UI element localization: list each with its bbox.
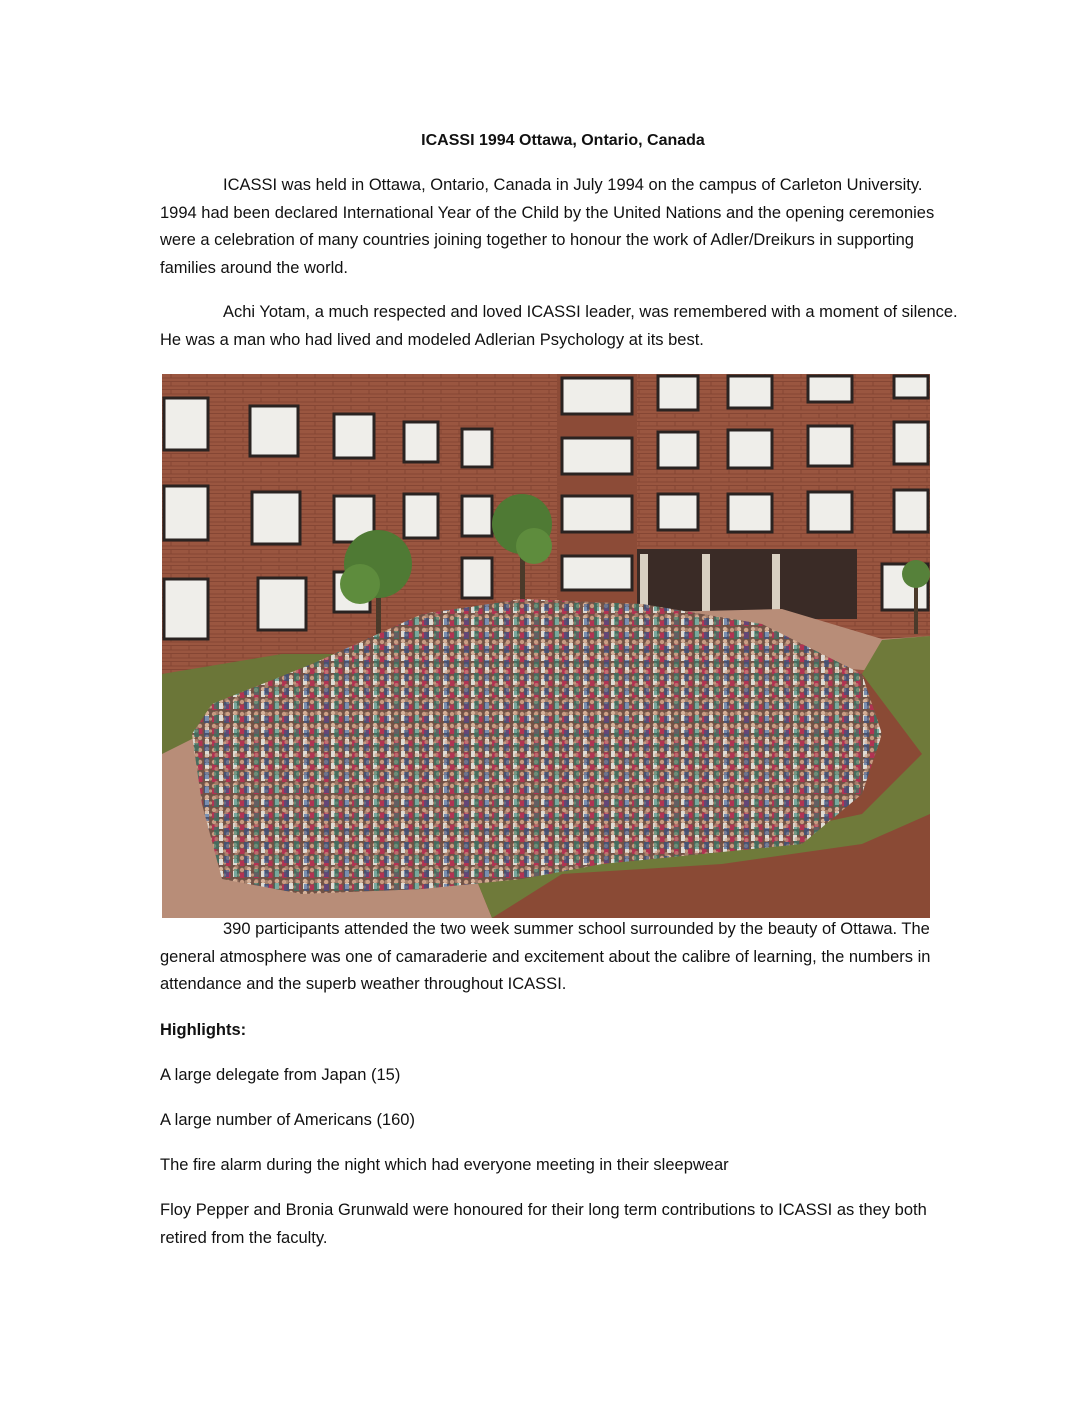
highlight-item: A large delegate from Japan (15): [160, 1066, 401, 1084]
highlight-item: Floy Pepper and Bronia Grunwald were honoured for their long term contributions to ICASSI as they both retired from the faculty.: [160, 1201, 927, 1247]
intro-paragraph: ICASSI was held in Ottawa, Ontario, Canada in July 1994 on the campus of Carleton University. 1994 had been declared International Year of the Child by the United Nations and the opening ceremonies were a celebration of many countries joining together to honour the work of Adler/Dreikurs in supporting families around the world.: [160, 176, 935, 277]
memorial-paragraph: Achi Yotam, a much respected and loved ICASSI leader, was remembered with a moment of silence. He was a man who had lived and modeled Adlerian Psychology at its best.: [160, 303, 958, 349]
attendance-paragraph: 390 participants attended the two week summer school surrounded by the beauty of Ottawa. The general atmosphere was one of camaraderie and excitement about the calibre of learning, the numbers in attendance and the superb weather throughout ICASSI.: [160, 920, 931, 993]
group-photo: [162, 374, 930, 918]
highlight-item: A large number of Americans (160): [160, 1111, 415, 1129]
page-title: ICASSI 1994 Ottawa, Ontario, Canada: [421, 132, 705, 149]
highlight-item: The fire alarm during the night which had everyone meeting in their sleepwear: [160, 1156, 729, 1174]
highlights-heading: Highlights:: [160, 1021, 247, 1039]
